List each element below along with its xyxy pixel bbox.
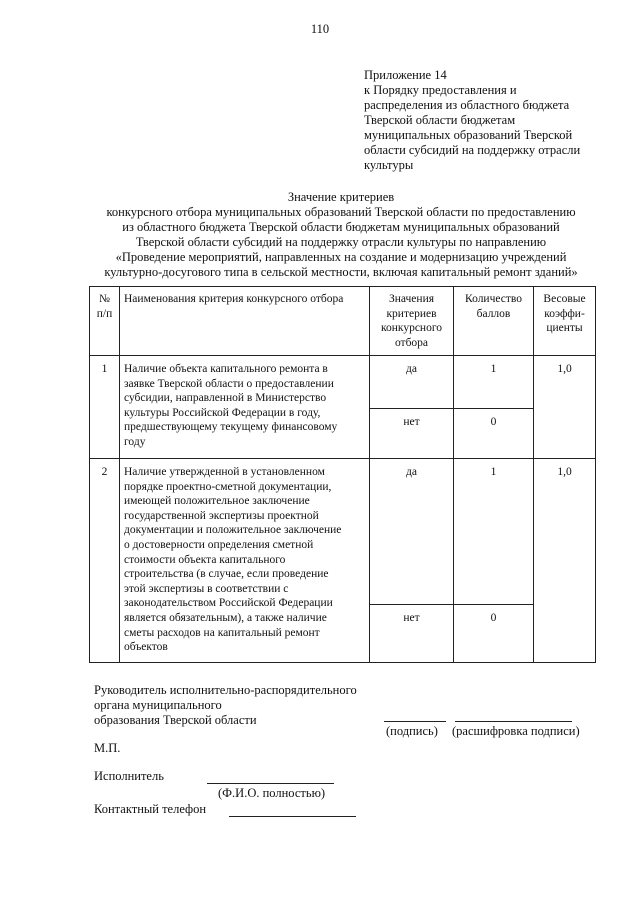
criterion-points: 1 — [454, 459, 534, 605]
criterion-value: да — [370, 459, 454, 605]
table-row — [90, 459, 596, 605]
criterion-value: да — [370, 356, 454, 409]
criterion-points: 0 — [454, 605, 534, 663]
table-row — [90, 356, 596, 409]
document-title — [86, 190, 596, 280]
title-line: «Проведение мероприятий, направленных на создание и модернизацию учреждений — [115, 250, 567, 264]
criterion-name: Наличие объекта капитального ремонта в заявке Тверской области о предоставлении субсидии, направленной в Министерство культуры Российской Федерации в году, предшествующему текущему финансовому году — [120, 356, 370, 459]
criterion-weight: 1,0 — [534, 459, 596, 663]
signature-caption: (подпись) — [386, 724, 438, 738]
executor-line — [207, 783, 334, 784]
executor-caption: (Ф.И.О. полностью) — [218, 786, 326, 800]
appendix-line: Тверской области бюджетам — [364, 113, 516, 127]
title-line: культурно-досугового типа в сельской местности, включая капитальный ремонт зданий» — [104, 265, 578, 279]
title-line: Значение критериев — [287, 190, 395, 204]
criterion-value: нет — [370, 409, 454, 459]
title-line: Тверской области субсидий на поддержку отрасли культуры по направлению — [135, 235, 547, 249]
header-num: № п/п — [90, 287, 120, 356]
criterion-name: Наличие утвержденной в установленном порядке проектно-сметной документации, имеющей положительное заключение государственной экспертизы проектной документации и положительное заключение о достоверности определения сметной стоимости объекта капитального строительства (в случае, если проведение этой экспертизы в соответствии с законодательством Российской Федерации является обязательным), а также наличие сметы расходов на капитальный ремонт объектов — [120, 459, 370, 663]
appendix-line: к Порядку предоставления и — [364, 83, 517, 97]
appendix-line: культуры — [364, 158, 414, 172]
criteria-table — [89, 286, 596, 663]
head-line: органа муниципального — [94, 698, 222, 712]
appendix-line: Приложение 14 — [364, 68, 447, 82]
header-name: Наименования критерия конкурсного отбора — [120, 287, 370, 356]
page-number: 110 — [310, 22, 330, 36]
head-line: образования Тверской области — [94, 713, 257, 727]
header-points: Количество баллов — [454, 287, 534, 356]
criterion-points: 1 — [454, 356, 534, 409]
appendix-line: распределения из областного бюджета — [364, 98, 570, 112]
decoding-line — [455, 721, 572, 722]
decoding-caption: (расшифровка подписи) — [452, 724, 580, 738]
seal-label: М.П. — [94, 741, 121, 755]
title-line: из областного бюджета Тверской области бюджетам муниципальных образований — [122, 220, 560, 234]
head-line: Руководитель исполнительно-распорядительного — [94, 683, 357, 697]
title-line: конкурсного отбора муниципальных образований Тверской области по предоставлению — [106, 205, 576, 219]
row-number: 2 — [90, 459, 120, 663]
appendix-line: муниципальных образований Тверской — [364, 128, 573, 142]
phone-line — [229, 816, 356, 817]
header-weight: Весовые коэффи- циенты — [534, 287, 596, 356]
signature-line — [384, 721, 446, 722]
header-value: Значения критериев конкурсного отбора — [370, 287, 454, 356]
table-header-row — [90, 287, 596, 356]
criterion-weight: 1,0 — [534, 356, 596, 459]
row-number: 1 — [90, 356, 120, 459]
phone-label: Контактный телефон — [94, 802, 207, 816]
executor-label: Исполнитель — [94, 769, 164, 783]
appendix-line: области субсидий на поддержку отрасли — [364, 143, 581, 157]
appendix-header — [364, 68, 604, 173]
criterion-value: нет — [370, 605, 454, 663]
head-signature-block — [94, 683, 357, 728]
criterion-points: 0 — [454, 409, 534, 459]
